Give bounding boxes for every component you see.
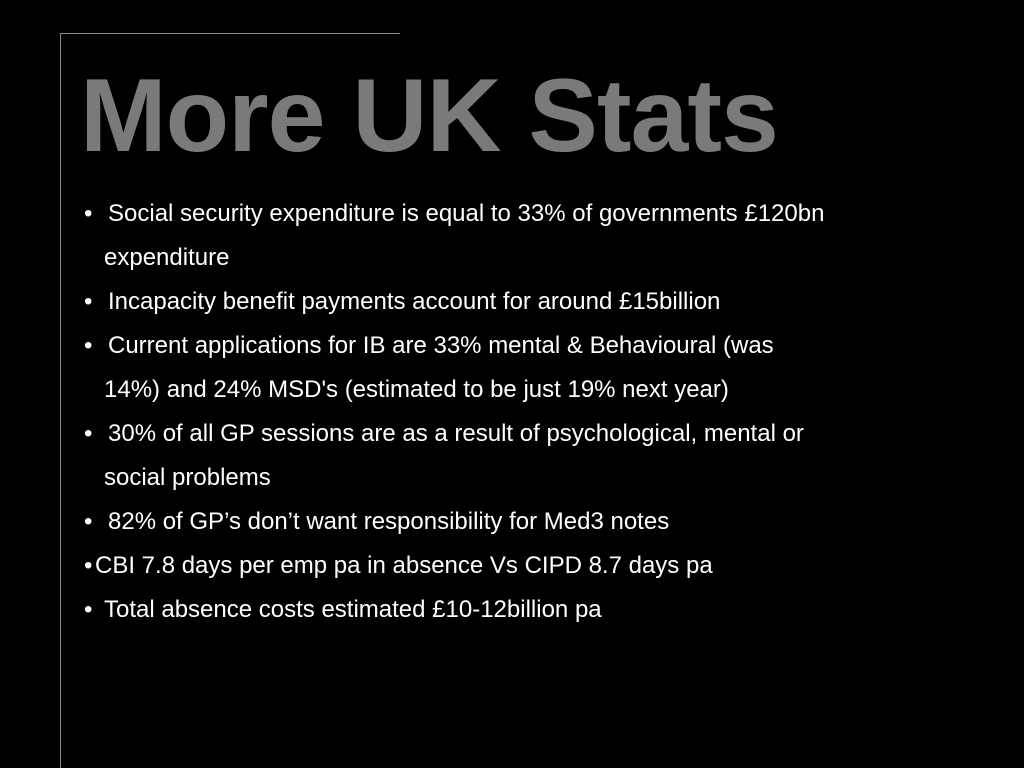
bullet-text: 82% of GP’s don’t want responsibility for Med3 notes: [108, 508, 670, 535]
bullet-line: [84, 588, 1004, 632]
bullet-list: [84, 192, 1004, 632]
bullet-text: 30% of all GP sessions are as a result of psychological, mental or: [108, 420, 804, 447]
slide-title: More UK Stats: [80, 58, 778, 174]
bullet-text: CBI 7.8 days per emp pa in absence Vs CIPD 8.7 days pa: [95, 552, 713, 579]
bullet-item: [84, 324, 1004, 412]
bullet-line: [84, 192, 1004, 236]
bullet-item: [84, 280, 1004, 324]
bullet-item: [84, 192, 1004, 280]
bullet-text: Social security expenditure is equal to 33% of governments £120bn: [108, 200, 825, 227]
bullet-text: Current applications for IB are 33% mental & Behavioural (was: [108, 332, 774, 359]
bullet-text: Total absence costs estimated £10-12billion pa: [104, 596, 602, 623]
bullet-dot-icon: •: [84, 596, 93, 623]
bullet-line: [84, 412, 1004, 456]
bullet-line: [84, 280, 1004, 324]
bullet-dot-icon: •: [84, 288, 93, 315]
bullet-dot-icon: •: [84, 332, 93, 359]
bullet-line: [84, 324, 1004, 368]
bullet-continuation-line: 14%) and 24% MSD's (estimated to be just 19% next year): [104, 376, 729, 403]
bullet-item: [84, 412, 1004, 500]
bullet-continuation-line: social problems: [104, 464, 271, 491]
bullet-item: [84, 544, 1004, 588]
bullet-dot-icon: •: [84, 200, 93, 227]
bullet-dot-icon: •: [84, 508, 93, 535]
bullet-continuation-line: expenditure: [104, 244, 230, 271]
bullet-line: [84, 500, 1004, 544]
bullet-dot-icon: •: [84, 552, 93, 579]
frame-left-rule: [60, 33, 61, 768]
bullet-item: [84, 588, 1004, 632]
frame-top-rule: [60, 33, 400, 34]
bullet-line: [84, 544, 1004, 588]
bullet-text: Incapacity benefit payments account for around £15billion: [108, 288, 721, 315]
bullet-dot-icon: •: [84, 420, 93, 447]
bullet-item: [84, 500, 1004, 544]
